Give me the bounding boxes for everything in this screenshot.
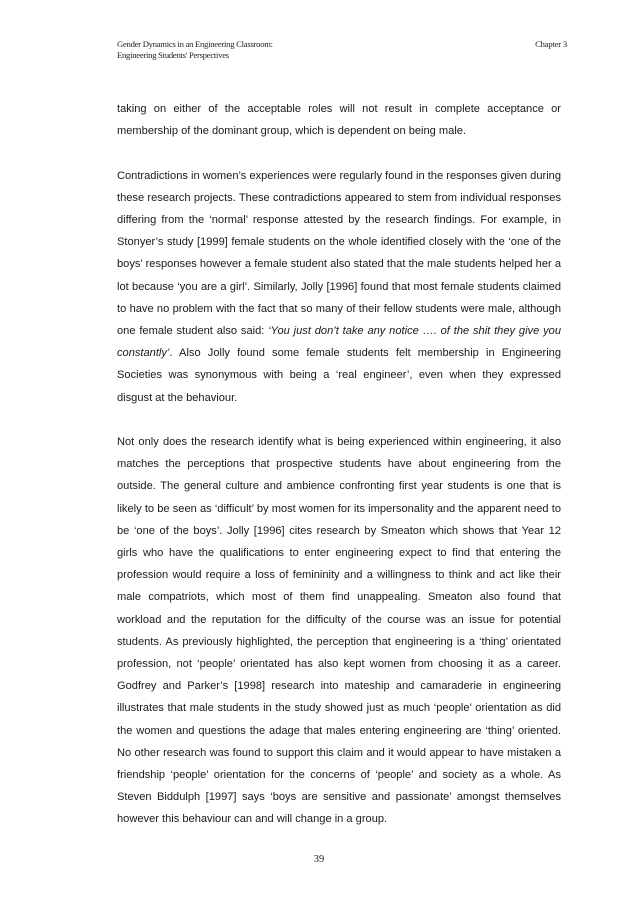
body-text [117, 98, 561, 831]
running-title [117, 39, 377, 61]
paragraph-2-text-a: Contradictions in women’s experiences were regularly found in the responses given during these research projects. These contradictions appeared to stem from individual responses differing from the ‘normal’ response attested by the research findings. For example, in Stonyer’s study [1999] female students on the whole identified closely with the ‘one of the boys’ responses however a female student also stated that the male students helped her a lot because ‘you are a girl’. Similarly, Jolly [1996] found that most female students claimed to have no problem with the fact that so many of their fellow students were male, although one female student also said: [117, 169, 561, 338]
running-title-line-2: Engineering Students' Perspectives [117, 50, 229, 60]
paragraph-2 [117, 165, 561, 409]
paragraph-2-text-b: . Also Jolly found some female students felt membership in Engineering Societies was synonymous with being a ‘real engineer’, even when they expressed disgust at the behaviour. [117, 347, 561, 404]
running-title-line-1: Gender Dynamics in an Engineering Classroom: [117, 39, 273, 49]
paragraph-2-quote: ‘You just don’t take any notice …. of the shit they give you constantly’ [117, 325, 561, 360]
chapter-label: Chapter 3 [535, 39, 567, 49]
page-number: 39 [313, 854, 325, 865]
paragraph-1: taking on either of the acceptable roles will not result in complete acceptance or membership of the dominant group, which is dependent on being male. [117, 103, 561, 138]
paragraph-3: Not only does the research identify what is being experienced within engineering, it also matches the perceptions that prospective students have about engineering from the outside. The general culture and ambience confronting first year students is one that is likely to be seen as ‘difficult’ by most women for its impersonality and the apparent need to be ‘one of the boys’. Jolly [1996] cites research by Smeaton which shows that Year 12 girls who have the qualifications to enter engineering expect to find that entering the profession would require a loss of femininity and a willingness to think and act like their male compatriots, which most of them find unappealing. Smeaton also found that workload and the reputation for the difficulty of the course was an issue for potential students. As previously highlighted, the perception that engineering is a ‘thing’ orientated profession, not ‘people’ orientated has also kept women from choosing it as a career. Godfrey and Parker’s [1998] research into mateship and camaraderie in engineering illustrates that male students in the study showed just as much ‘people’ orientation as did the women and questions the adage that males entering engineering are ‘thing’ oriented. No other research was found to support this claim and it would appear to have mistaken a friendship ‘people’ orientation for the concerns of ‘people’ and society as a whole. As Steven Biddulph [1997] says ‘boys are sensitive and passionate’ amongst themselves however this behaviour can and will change in a group. [117, 436, 561, 826]
